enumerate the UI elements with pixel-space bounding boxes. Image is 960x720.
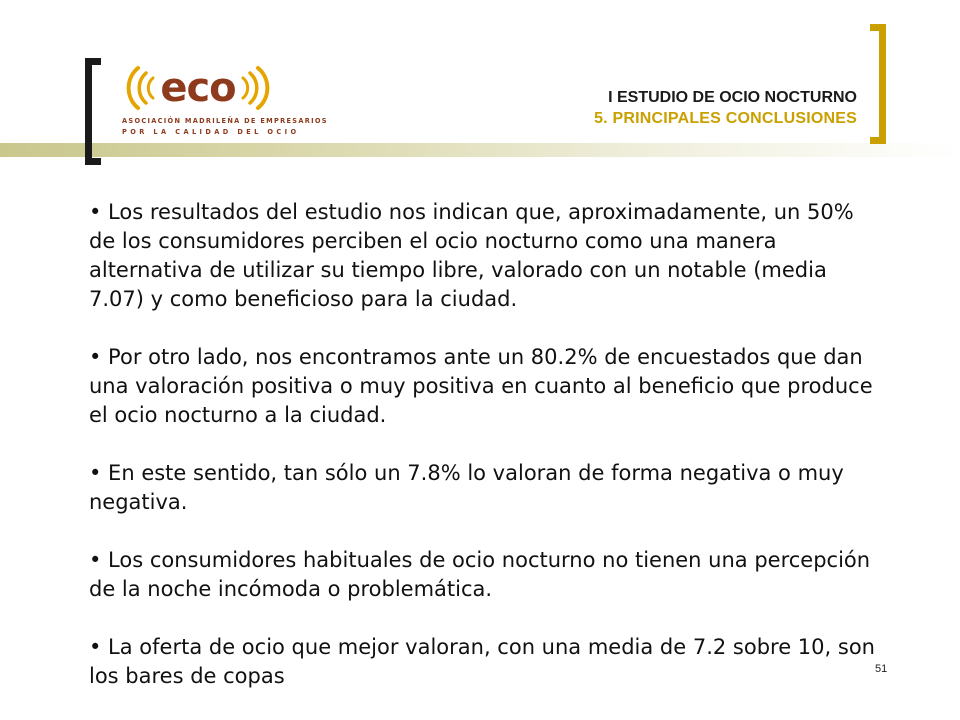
right-bracket-decoration [870, 24, 886, 144]
logo-wordmark: eco [160, 65, 236, 111]
header-gradient-band [0, 143, 960, 157]
page-number: 51 [875, 663, 888, 675]
logo-tagline-line2: POR LA CALIDAD DEL OCIO [122, 128, 300, 136]
slide-subtitle: 5. PRINCIPALES CONCLUSIONES [594, 110, 857, 127]
left-bracket-decoration [85, 58, 101, 165]
slide-title: I ESTUDIO DE OCIO NOCTURNO [608, 89, 857, 106]
bullet-list [89, 198, 884, 691]
bullet-item: • Los resultados del estudio nos indican que, aproximadamente, un 50% de los consumidores perciben el ocio nocturno como una manera alternativa de utilizar su tiempo libre, valorado con un notable (media 7.07) y como beneficioso para la ciudad. [89, 200, 854, 311]
bullet-item: • Los consumidores habituales de ocio nocturno no tienen una percepción de la noche incómoda o problemática. [89, 548, 871, 601]
bullet-item: • Por otro lado, nos encontramos ante un 80.2% de encuestados que dan una valoración positiva o muy positiva en cuanto al beneficio que produce el ocio nocturno a la ciudad. [89, 345, 873, 427]
bullet-item: • En este sentido, tan sólo un 7.8% lo valoran de forma negativa o muy negativa. [89, 461, 844, 514]
logo-tagline-line1: ASOCIACIÓN MADRILEÑA DE EMPRESARIOS [122, 117, 328, 125]
left-waves-icon [129, 68, 153, 108]
right-waves-icon [243, 68, 267, 108]
bullet-item: • La oferta de ocio que mejor valoran, con una media de 7.2 sobre 10, son los bares de copas [89, 635, 875, 688]
